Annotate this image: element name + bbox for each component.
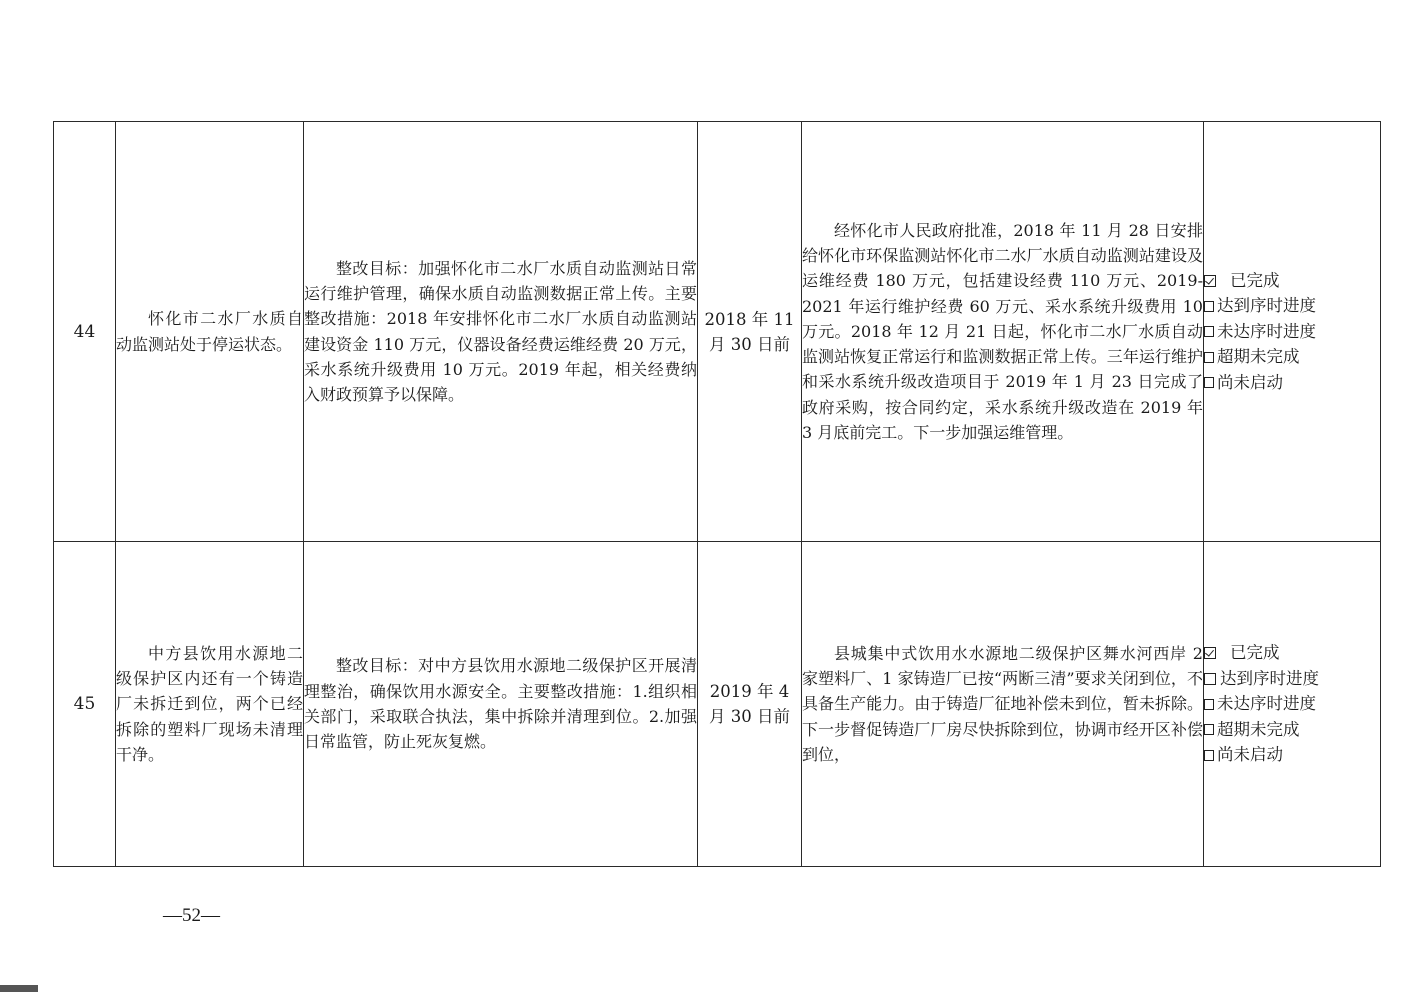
scan-edge-mark	[0, 985, 38, 992]
row-number-cell: 45	[54, 542, 116, 867]
checkbox-icon	[1204, 352, 1214, 363]
page-number: —52—	[163, 905, 220, 926]
table-row	[54, 122, 1381, 542]
status-checklist	[1204, 268, 1380, 396]
measures-text: 整改目标：加强怀化市二水厂水质自动监测站日常运行维护管理，确保水质自动监测数据正常上传。主要整改措施：2018 年安排怀化市二水厂水质自动监测站建设资金 110 万元，仪器设备经费运维经费 20 万元，采水系统升级费用 10 万元。2019 年起，相关经费纳入财政预算予以保障。	[304, 258, 697, 405]
status-option-completed: 已完成	[1204, 268, 1380, 294]
progress-text: 县城集中式饮用水水源地二级保护区舞水河西岸 2 家塑料厂、1 家铸造厂已按“两断三清”要求关闭到位，不具备生产能力。由于铸造厂征地补偿未到位，暂未拆除。下一步督促铸造厂厂房尽快拆除到位，协调市经开区补偿到位，	[802, 643, 1203, 764]
progress-text: 经怀化市人民政府批准，2018 年 11 月 28 日安排给怀化市环保监测站怀化市二水厂水质自动监测站建设及运维经费 180 万元，包括建设经费 110 万元、2019-2021 年运行维护经费 60 万元、采水系统升级费用 10 万元。2018 年 12 月 21 日起，怀化市二水厂水质自动监测站恢复正常运行和监测数据正常上传。三年运行维护和采水系统升级改造项目于 2019 年 1 月 23 日完成了政府采购，按合同约定，采水系统升级改造在 2019 年 3 月底前完工。下一步加强运维管理。	[802, 220, 1203, 443]
status-option-on-schedule: 达到序时进度	[1204, 666, 1380, 692]
status-option-behind-schedule: 未达序时进度	[1204, 691, 1380, 717]
table-row	[54, 542, 1381, 867]
deadline-line-1: 2019 年 4	[709, 682, 790, 701]
checked-box-icon	[1204, 647, 1216, 659]
status-option-overdue: 超期未完成	[1204, 717, 1380, 743]
issue-text: 中方县饮用水源地二级保护区内还有一个铸造厂未拆迁到位，两个已经拆除的塑料厂现场未清理干净。	[116, 643, 303, 764]
checkbox-icon	[1204, 301, 1214, 312]
status-checklist	[1204, 640, 1380, 768]
deadline-line-2: 月 30 日前	[709, 334, 790, 354]
checkbox-icon	[1204, 724, 1214, 735]
checkbox-icon	[1204, 699, 1214, 710]
deadline-cell	[698, 122, 802, 542]
status-cell	[1204, 122, 1381, 542]
row-number-cell: 44	[54, 122, 116, 542]
checked-box-icon	[1204, 275, 1216, 287]
issue-text: 怀化市二水厂水质自动监测站处于停运状态。	[116, 309, 303, 354]
status-cell	[1204, 542, 1381, 867]
rectification-table	[53, 121, 1381, 867]
status-option-completed: 已完成	[1204, 640, 1380, 666]
deadline-cell	[698, 542, 802, 867]
measures-cell	[304, 542, 698, 867]
issue-cell	[116, 542, 304, 867]
status-option-on-schedule: 达到序时进度	[1204, 293, 1380, 319]
deadline-line-1: 2018 年 11	[704, 309, 795, 329]
status-option-behind-schedule: 未达序时进度	[1204, 319, 1380, 345]
deadline-line-2: 月 30 日前	[709, 707, 790, 726]
progress-cell	[802, 542, 1204, 867]
status-option-not-started: 尚未启动	[1204, 370, 1380, 396]
checkbox-icon	[1204, 326, 1214, 337]
issue-cell	[116, 122, 304, 542]
status-option-overdue: 超期未完成	[1204, 344, 1380, 370]
checkbox-icon	[1204, 377, 1214, 388]
progress-cell	[802, 122, 1204, 542]
checkbox-icon	[1204, 673, 1216, 685]
measures-text: 整改目标：对中方县饮用水源地二级保护区开展清理整治，确保饮用水源安全。主要整改措施：1.组织相关部门，采取联合执法，集中拆除并清理到位。2.加强日常监管，防止死灰复燃。	[304, 656, 697, 752]
checkbox-icon	[1204, 750, 1214, 761]
measures-cell	[304, 122, 698, 542]
status-option-not-started: 尚未启动	[1204, 742, 1380, 768]
